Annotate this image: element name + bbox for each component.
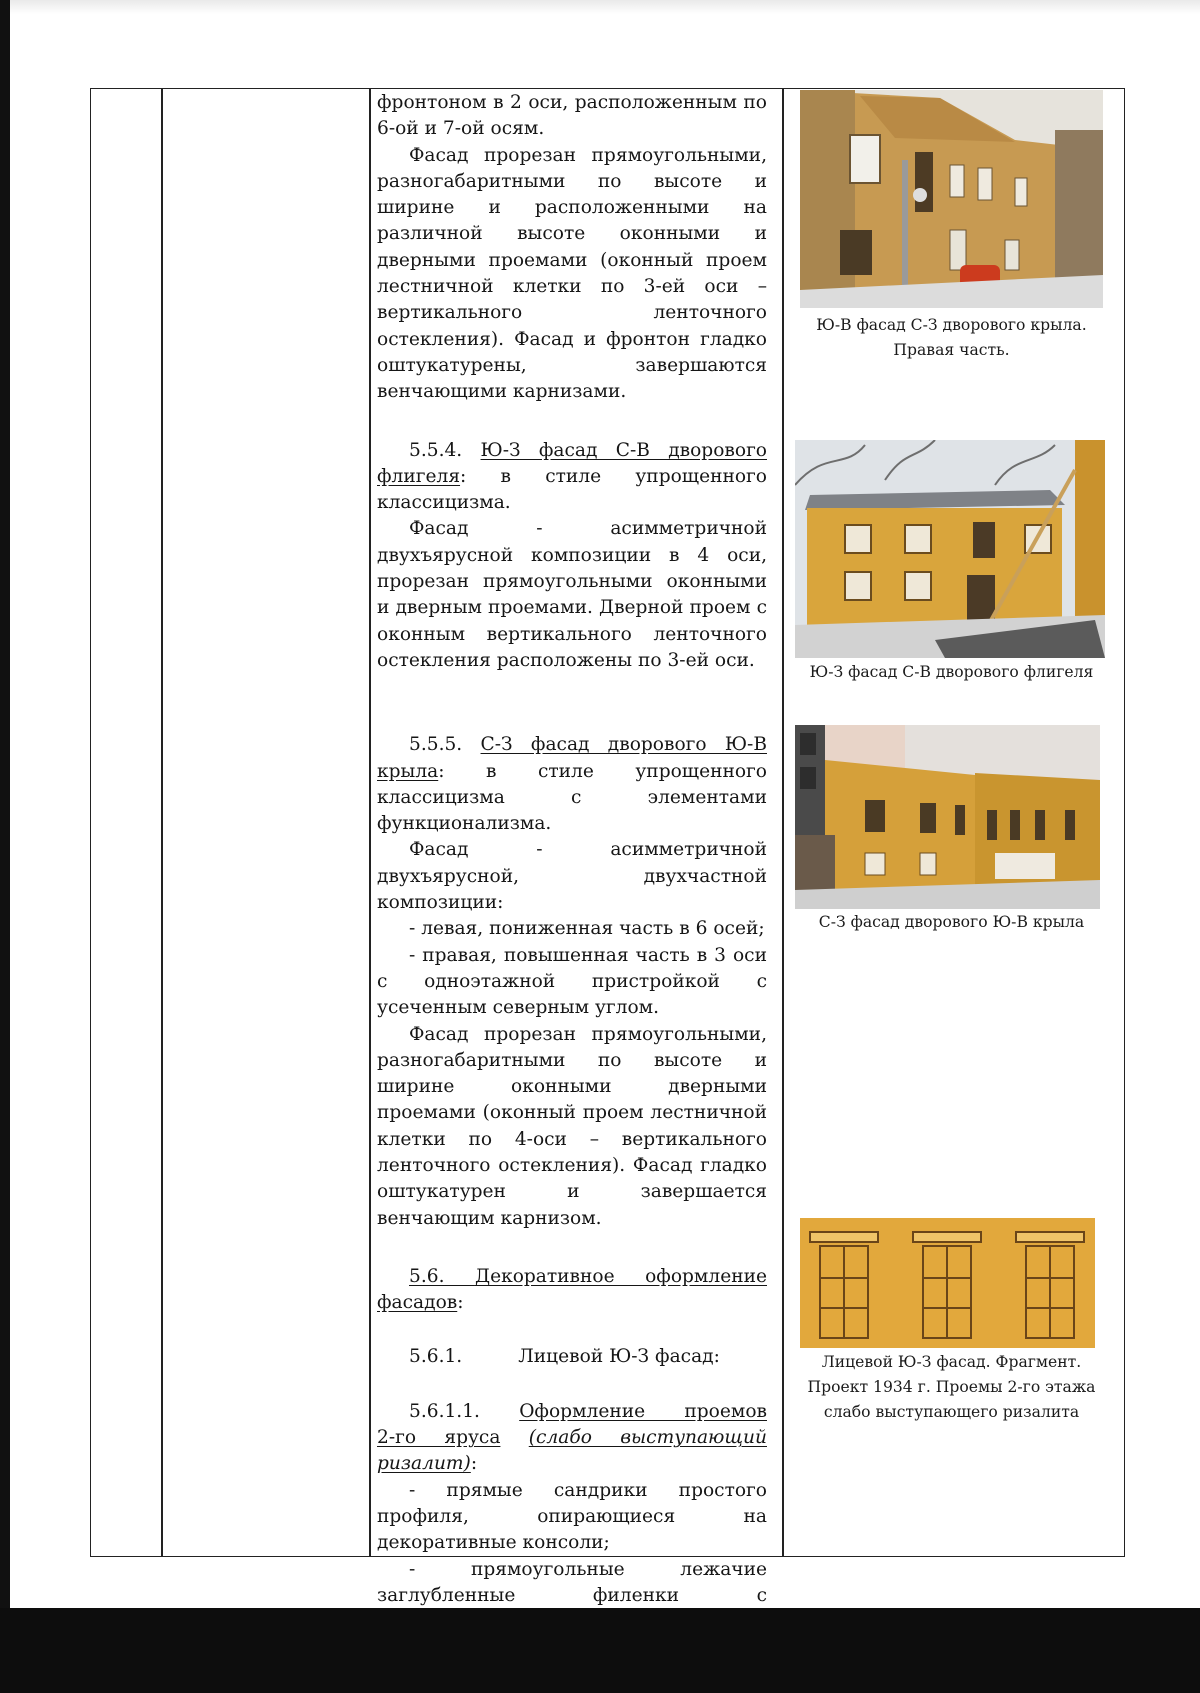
section-heading-5-5-4: 5.5.4. Ю-З фасад С-В дворового: [409, 439, 767, 461]
table-column-rule-1: [161, 88, 163, 1557]
text-line: Фасад - асимметричной: [409, 839, 767, 861]
list-item: усеченным северным углом.: [377, 997, 660, 1019]
scan-bottom-band: [0, 1608, 1200, 1693]
photo-courtyard-wing-southeast-facade: [800, 90, 1103, 308]
text-line: остекления расположены по 3-ей оси.: [377, 649, 755, 671]
text-line: двухъярусной, двухчастной: [377, 865, 767, 887]
text-line: ширине оконными дверными: [377, 1076, 767, 1098]
list-item: с одноэтажной пристройкой с: [377, 970, 767, 992]
text-line: композиции:: [377, 892, 504, 914]
drawing-1934-window-surrounds: [800, 1218, 1095, 1348]
text-line: клетки по 4-оси – вертикального: [377, 1128, 767, 1150]
text-line: классицизма с элементами: [377, 786, 767, 808]
table-column-rule-3: [782, 88, 784, 1557]
list-item: заглубленные филенки с: [377, 1584, 767, 1606]
text-line: венчающим карнизом.: [377, 1207, 602, 1229]
text-line: Фасад прорезан прямоугольными,: [409, 144, 767, 166]
list-item: - прямые сандрики простого: [409, 1479, 767, 1501]
section-heading-5-6-cont: фасадов:: [377, 1292, 464, 1314]
text-line: прорезан прямоугольными оконными: [377, 571, 767, 593]
section-heading-5-6: 5.6. Декоративное оформление: [409, 1265, 767, 1287]
text-line: разногабаритными по высоте и: [377, 170, 767, 192]
text-line: двухъярусной композиции в 4 оси,: [377, 544, 767, 566]
photo-caption-1: Ю-В фасад С-З дворового крыла. Правая часть.: [816, 316, 1087, 359]
list-item: профиля, опирающиеся на: [377, 1505, 767, 1527]
photo-caption-4: Лицевой Ю-З фасад. Фрагмент. Проект 1934 г. Проемы 2-го этажа слабо выступающего ризалита: [807, 1353, 1096, 1421]
photo-outbuilding-southwest-facade: [795, 440, 1105, 658]
text-line: Фасад - асимметричной: [409, 518, 767, 540]
text-line: ширине и расположенными на: [377, 197, 767, 219]
text-line: Фасад прорезан прямоугольными,: [409, 1023, 767, 1045]
scan-left-edge: [0, 0, 10, 1693]
section-heading-5-5-4-cont: флигеля: в стиле упрощенного: [377, 465, 767, 487]
photo-caption-3: С-З фасад дворового Ю-В крыла: [818, 913, 1085, 931]
photo-courtyard-wing-northwest-facade: [795, 725, 1100, 909]
section-heading-5-5-5-cont: крыла: в стиле упрощенного: [377, 760, 767, 782]
text-line: дверными проемами (оконный проем: [377, 249, 767, 271]
text-line: функционализма.: [377, 813, 552, 835]
text-line: остекления). Фасад и фронтон гладко: [377, 328, 767, 350]
text-line: 6-ой и 7-ой осям.: [377, 118, 545, 140]
text-line: разногабаритными по высоте и: [377, 1049, 767, 1071]
section-heading-5-6-1-1: 5.6.1.1. Оформление проемов: [409, 1400, 767, 1422]
list-item: - прямоугольные лежачие: [409, 1558, 767, 1580]
description-text-column: [377, 90, 767, 1609]
text-line: вертикального ленточного: [377, 302, 767, 324]
table-column-rule-2: [369, 88, 371, 1557]
text-line: оштукатурены, завершаются: [377, 354, 767, 376]
section-heading-5-6-1: 5.6.1. Лицевой Ю-З фасад:: [409, 1346, 720, 1368]
section-heading-5-6-1-1-cont: 2-го яруса (слабо выступающий: [377, 1427, 767, 1449]
section-heading-5-6-1-1-cont2: ризалит):: [377, 1453, 478, 1475]
text-line: оконным вертикального ленточного: [377, 623, 767, 645]
text-line: проемами (оконный проем лестничной: [377, 1102, 767, 1124]
text-line: венчающими карнизами.: [377, 381, 627, 403]
text-line: фронтоном в 2 оси, расположенным по: [377, 92, 767, 113]
text-line: и дверным проемами. Дверной проем с: [377, 597, 767, 619]
text-line: различной высоте оконными и: [377, 223, 767, 245]
list-item: - правая, повышенная часть в 3 оси: [409, 944, 767, 966]
list-item: декоративные консоли;: [377, 1532, 610, 1554]
photo-caption-2: Ю-З фасад С-В дворового флигеля: [809, 663, 1094, 681]
text-line: ленточного остекления). Фасад гладко: [377, 1154, 767, 1176]
text-line: оштукатурен и завершается: [377, 1181, 767, 1203]
section-heading-5-5-5: 5.5.5. С-З фасад дворового Ю-В: [409, 734, 767, 756]
list-item: - левая, пониженная часть в 6 осей;: [409, 918, 765, 940]
text-line: классицизма.: [377, 492, 511, 514]
text-line: лестничной клетки по 3-ей оси –: [377, 276, 767, 298]
scan-top-shade: [10, 0, 1200, 14]
